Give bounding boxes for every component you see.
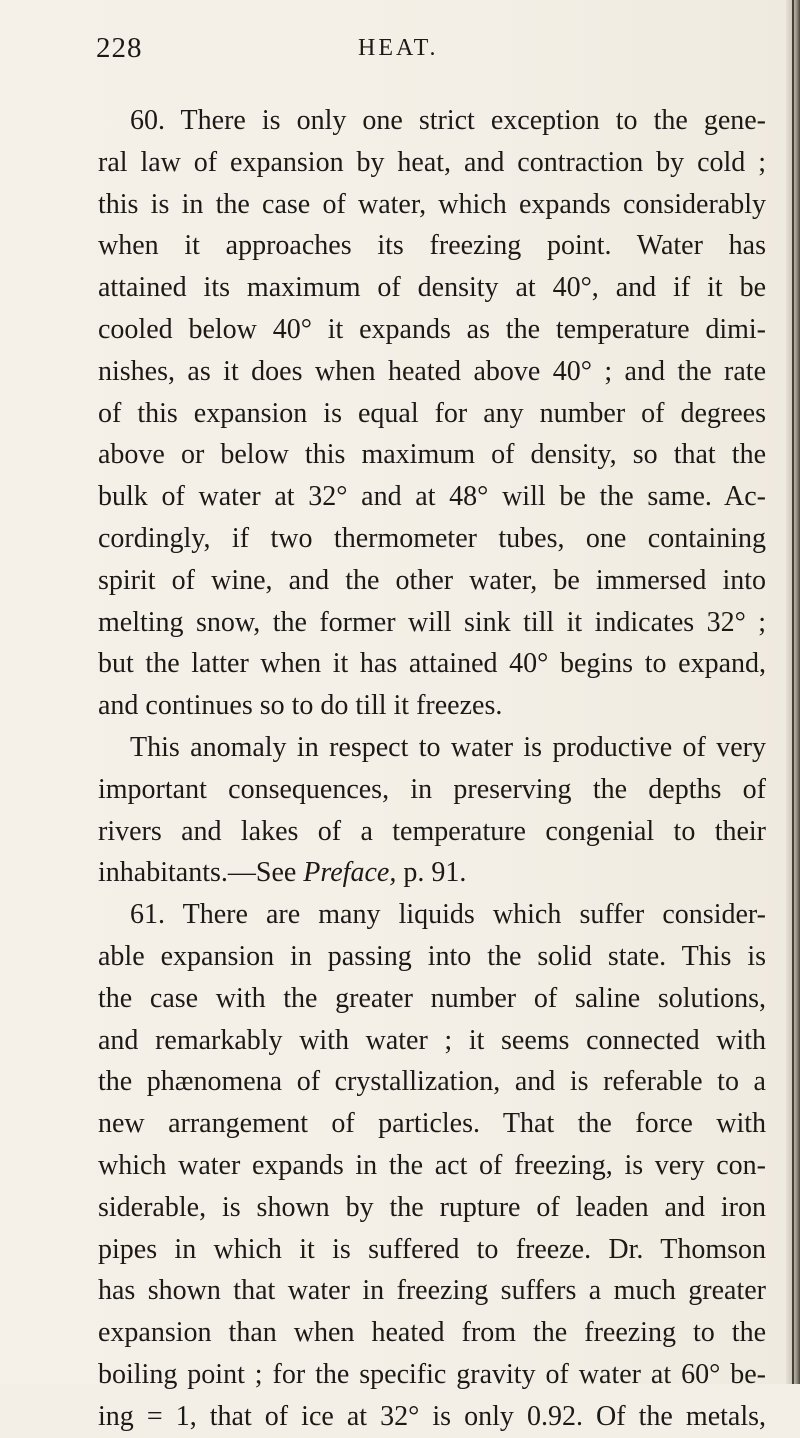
text-line: This anomaly in respect to water is productive of very bbox=[130, 731, 766, 763]
text-line: the case with the greater number of saline solutions, bbox=[98, 982, 766, 1014]
text-line: melting snow, the former will sink till it indicates 32° ; bbox=[98, 606, 766, 638]
text-line: spirit of wine, and the other water, be immersed into bbox=[98, 564, 766, 596]
text-line: has shown that water in freezing suffers a much greater bbox=[98, 1275, 766, 1307]
text-line: boiling point ; for the specific gravity of water at 60° be- bbox=[98, 1358, 766, 1390]
text-line-with-reference bbox=[98, 852, 766, 894]
running-head: HEAT. bbox=[358, 35, 439, 61]
page-header bbox=[0, 32, 786, 72]
text-line: bulk of water at 32° and at 48° will be the same. Ac- bbox=[98, 481, 766, 513]
text-line: expansion than when heated from the freezing to the bbox=[98, 1317, 766, 1349]
text-line: able expansion in passing into the solid state. This is bbox=[98, 940, 766, 972]
text-line: and continues so to do till it freezes. bbox=[98, 690, 503, 722]
text-line: important consequences, in preserving the depths of bbox=[98, 773, 766, 805]
text-line: attained its maximum of density at 40°, and if it be bbox=[98, 272, 766, 304]
text-line: cooled below 40° it expands as the temperature dimi- bbox=[98, 313, 766, 345]
text-line: above or below this maximum of density, so that the bbox=[98, 439, 766, 471]
text-line: siderable, is shown by the rupture of leaden and iron bbox=[98, 1191, 766, 1223]
preface-reference: Preface, bbox=[303, 857, 397, 889]
text-line: new arrangement of particles. That the force with bbox=[98, 1108, 766, 1140]
text-line: 61. There are many liquids which suffer consider- bbox=[130, 899, 766, 931]
page-edge-rule bbox=[792, 0, 794, 1384]
page-edge-shadow bbox=[786, 0, 800, 1384]
text-line: ing = 1, that of ice at 32° is only 0.92. Of the metals, bbox=[98, 1400, 766, 1432]
page-number: 228 bbox=[96, 32, 143, 64]
text-line: rivers and lakes of a temperature congenial to their bbox=[98, 815, 766, 847]
text-line: ral law of expansion by heat, and contraction by cold ; bbox=[98, 146, 766, 178]
text-line: and remarkably with water ; it seems connected with bbox=[98, 1024, 766, 1056]
text-line: pipes in which it is suffered to freeze. Dr. Thomson bbox=[98, 1233, 766, 1265]
body-text bbox=[98, 100, 766, 1438]
text-line: this is in the case of water, which expands considerably bbox=[98, 188, 766, 220]
text-line: nishes, as it does when heated above 40° ; and the rate bbox=[98, 355, 766, 387]
text-line: 60. There is only one strict exception to the gene- bbox=[130, 105, 766, 136]
text-line: of this expansion is equal for any number of degrees bbox=[98, 397, 766, 429]
text-line: when it approaches its freezing point. Water has bbox=[98, 230, 766, 262]
text-line: but the latter when it has attained 40° begins to expand, bbox=[98, 648, 766, 680]
text-line: cordingly, if two thermometer tubes, one containing bbox=[98, 522, 766, 554]
text-line: the phænomena of crystallization, and is referable to a bbox=[98, 1066, 766, 1098]
preface-page: p. 91. bbox=[396, 857, 467, 889]
text-line-start: inhabitants.—See bbox=[98, 857, 304, 889]
text-line: which water expands in the act of freezing, is very con- bbox=[98, 1149, 766, 1181]
